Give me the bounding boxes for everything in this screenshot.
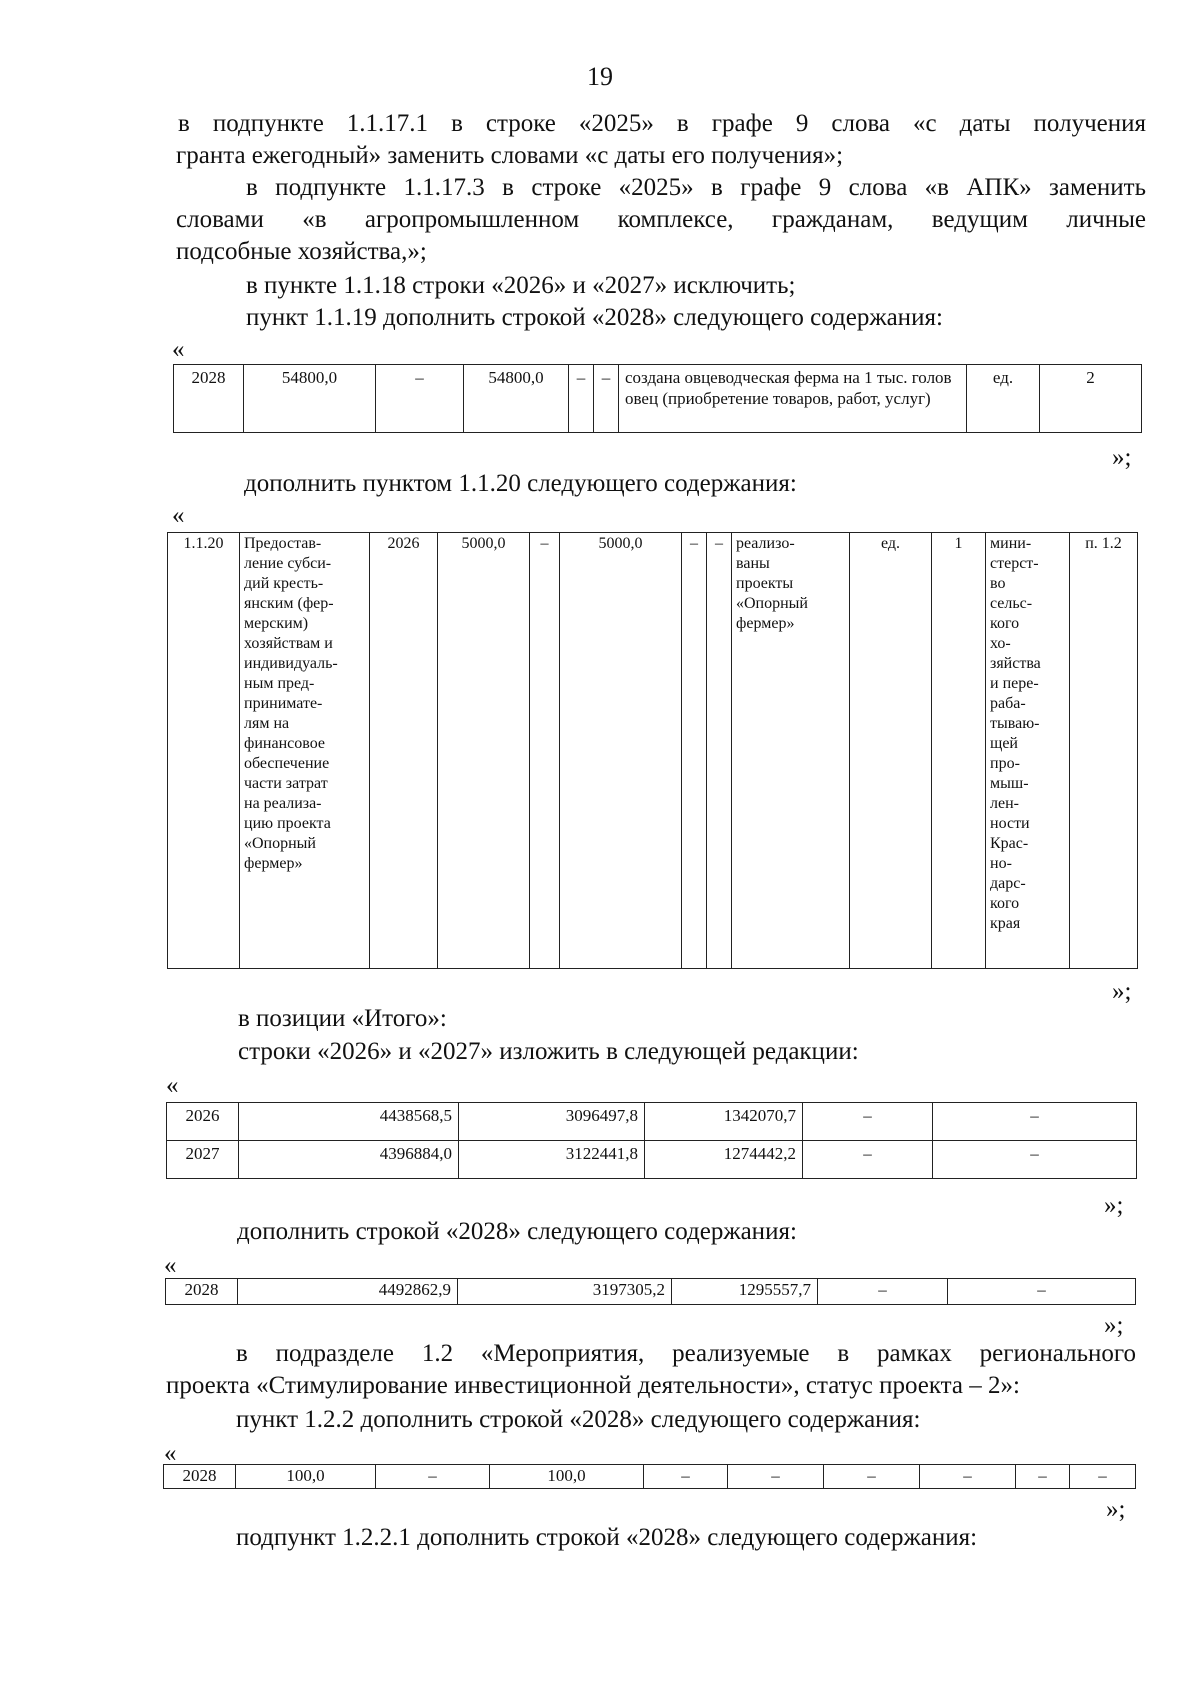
t5-dash: – [644,1465,728,1489]
table-1 [173,364,1142,433]
t1-amount: 54800,0 [464,365,569,433]
quote-close-3: »; [1104,1192,1124,1219]
t2-number: 1.1.20 [168,533,240,969]
t5-amount: 100,0 [490,1465,644,1489]
t4-federal: 1295557,7 [672,1279,818,1305]
t1-dash: – [594,365,619,433]
t2-name: Предостав- ление субси- дий кресть- янским (фер- мерским) хозяйствам и индивидуаль- ным пред- принимате- лям на финансовое обеспечение части затрат на реализа- цию проекта «Опорный фермер» [240,533,370,969]
quote-open-3: « [166,1072,179,1099]
para1-line2: гранта ежегодный» заменить словами «с даты его получения»; [176,142,844,169]
t3-year: 2026 [167,1103,239,1141]
para8: дополнить строкой «2028» следующего содержания: [237,1218,797,1245]
t3-total: 4438568,5 [239,1103,459,1141]
t1-year: 2028 [174,365,244,433]
quote-open-2: « [172,502,185,529]
quote-close-1: »; [1112,444,1132,471]
t3-federal: 1342070,7 [645,1103,803,1141]
t5-dash: – [728,1465,824,1489]
t2-executor: мини- стерст- во сельс- кого хо- зяйства и пере- раба- тываю- щей про- мыш- лен- ности Крас- но- дарс- кого края [986,533,1070,969]
para5: дополнить пунктом 1.1.20 следующего содержания: [244,470,797,497]
t1-unit: ед. [967,365,1040,433]
t1-dash: – [376,365,464,433]
t2-total: 5000,0 [438,533,530,969]
table-row [167,1141,1137,1179]
t4-total: 4492862,9 [238,1279,458,1305]
t3-dash: – [933,1141,1137,1179]
quote-open-5: « [164,1440,177,1467]
t5-dash: – [376,1465,490,1489]
t2-result: реализо- ваны проекты «Опорный фермер» [732,533,850,969]
t2-dash: – [530,533,560,969]
t4-dash: – [818,1279,948,1305]
t3-year: 2027 [167,1141,239,1179]
t3-federal: 1274442,2 [645,1141,803,1179]
t5-dash: – [1016,1465,1070,1489]
table-row [174,365,1142,433]
quote-open-4: « [164,1252,177,1279]
t5-dash: – [1070,1465,1136,1489]
para3: в пункте 1.1.18 строки «2026» и «2027» исключить; [246,272,796,299]
table-2 [167,532,1138,969]
page-number: 19 [587,62,613,91]
para1-line1: в подпункте 1.1.17.1 в строке «2025» в графе 9 слова «с даты получения [178,110,1146,137]
table-3 [166,1102,1137,1179]
t2-dash: – [682,533,707,969]
para2-line1: в подпункте 1.1.17.3 в строке «2025» в графе 9 слова «в АПК» заменить [246,174,1146,201]
t2-value: 1 [932,533,986,969]
t3-dash: – [803,1103,933,1141]
table-row [164,1465,1136,1489]
table-5 [163,1464,1136,1489]
t1-value: 2 [1040,365,1142,433]
quote-close-4: »; [1104,1312,1124,1339]
t3-regional: 3096497,8 [459,1103,645,1141]
t1-dash: – [569,365,594,433]
t2-amount: 5000,0 [560,533,682,969]
para7: строки «2026» и «2027» изложить в следующей редакции: [238,1038,859,1065]
t5-total: 100,0 [236,1465,376,1489]
quote-open-1: « [172,336,185,363]
t3-regional: 3122441,8 [459,1141,645,1179]
t4-regional: 3197305,2 [458,1279,672,1305]
t5-year: 2028 [164,1465,236,1489]
para9-line1: в подразделе 1.2 «Мероприятия, реализуемые в рамках регионального [236,1340,1136,1367]
table-row [166,1279,1136,1305]
t3-dash: – [803,1141,933,1179]
t5-dash: – [920,1465,1016,1489]
t2-dash: – [707,533,732,969]
para2-line2: словами «в агропромышленном комплексе, гражданам, ведущим личные [176,206,1146,233]
t1-result: создана овцеводческая ферма на 1 тыс. голов овец (приобретение товаров, работ, услуг) [619,365,967,433]
para11: подпункт 1.2.2.1 дополнить строкой «2028» следующего содержания: [236,1524,978,1551]
t2-year: 2026 [370,533,438,969]
para10: пункт 1.2.2 дополнить строкой «2028» следующего содержания: [236,1406,921,1433]
t4-year: 2028 [166,1279,238,1305]
table-row [168,533,1138,969]
t2-unit: ед. [850,533,932,969]
para2-line3: подсобные хозяйства,»; [176,238,427,265]
table-row [167,1103,1137,1141]
t4-dash: – [948,1279,1136,1305]
quote-close-5: »; [1106,1496,1126,1523]
quote-close-2: »; [1112,978,1132,1005]
table-4 [165,1278,1136,1305]
t1-total: 54800,0 [244,365,376,433]
t3-total: 4396884,0 [239,1141,459,1179]
para4: пункт 1.1.19 дополнить строкой «2028» следующего содержания: [246,304,943,331]
t3-dash: – [933,1103,1137,1141]
para9-line2: проекта «Стимулирование инвестиционной деятельности», статус проекта – 2»: [166,1372,1020,1399]
para6: в позиции «Итого»: [238,1005,447,1032]
t5-dash: – [824,1465,920,1489]
t2-ref: п. 1.2 [1070,533,1138,969]
